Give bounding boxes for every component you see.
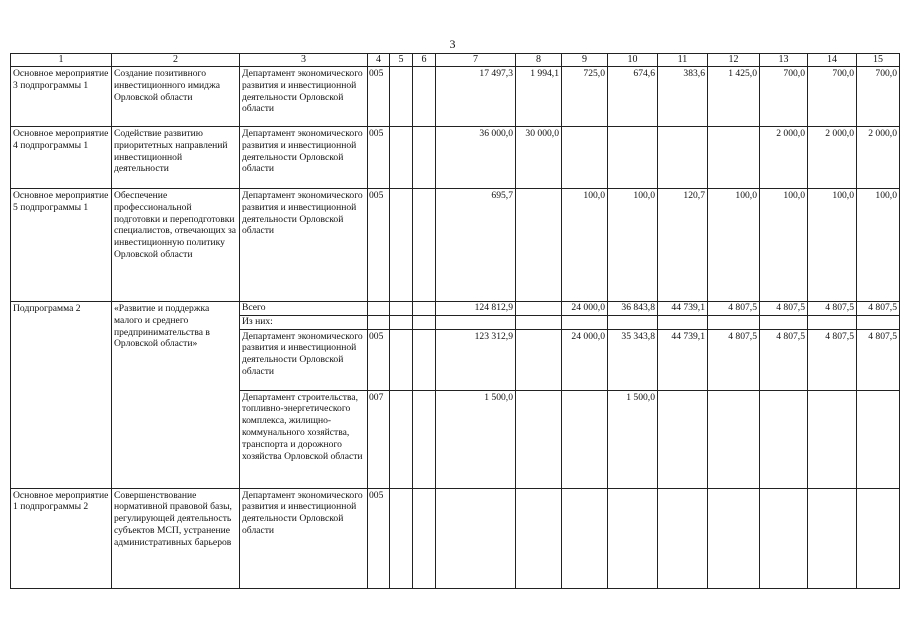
code-cell [390, 488, 413, 588]
amount-cell: 4 807,5 [708, 329, 760, 390]
amount-cell: 725,0 [562, 67, 608, 127]
header-cell: 9 [562, 54, 608, 67]
amount-cell: 17 497,3 [436, 67, 516, 127]
amount-cell [516, 329, 562, 390]
header-cell: 10 [608, 54, 658, 67]
amount-cell: 100,0 [562, 189, 608, 302]
amount-cell: 36 843,8 [608, 302, 658, 316]
amount-cell: 100,0 [808, 189, 857, 302]
executor: Департамент строительства, топливно-энергетического комплекса, жилищно-коммунального хозяйства, транспорта и дорожного хозяйства Орловской области [240, 390, 368, 488]
executor-subheading: Из них: [240, 315, 368, 329]
header-cell: 6 [413, 54, 436, 67]
amount-cell [658, 127, 708, 189]
amount-cell: 4 807,5 [760, 302, 808, 316]
executor: Департамент экономического развития и инвестиционной деятельности Орловской области [240, 67, 368, 127]
amount-cell: 674,6 [608, 67, 658, 127]
amount-cell: 1 425,0 [708, 67, 760, 127]
amount-cell: 4 807,5 [708, 302, 760, 316]
amount-cell [857, 488, 900, 588]
header-cell: 7 [436, 54, 516, 67]
amount-cell: 36 000,0 [436, 127, 516, 189]
code-cell [390, 189, 413, 302]
amount-cell [808, 488, 857, 588]
executor: Департамент экономического развития и инвестиционной деятельности Орловской области [240, 488, 368, 588]
amount-cell: 700,0 [808, 67, 857, 127]
code-cell [413, 329, 436, 390]
executor-total: Всего [240, 302, 368, 316]
measure-description: Обеспечение профессиональной подготовки и переподготовки специалистов, отвечающих за инвестиционную политику Орловской области [112, 189, 240, 302]
amount-cell [562, 488, 608, 588]
header-cell: 4 [368, 54, 390, 67]
code-cell [390, 302, 413, 316]
amount-cell: 44 739,1 [658, 302, 708, 316]
amount-cell: 100,0 [608, 189, 658, 302]
measure-name: Основное мероприятие 3 подпрограммы 1 [11, 67, 112, 127]
measure-name: Основное мероприятие 1 подпрограммы 2 [11, 488, 112, 588]
amount-cell: 1 994,1 [516, 67, 562, 127]
amount-cell [516, 302, 562, 316]
measure-description: Содействие развитию приоритетных направлений инвестиционной деятельности [112, 127, 240, 189]
amount-cell: 4 807,5 [760, 329, 808, 390]
executor: Департамент экономического развития и инвестиционной деятельности Орловской области [240, 329, 368, 390]
header-cell: 2 [112, 54, 240, 67]
code-cell [390, 329, 413, 390]
code-cell: 005 [368, 329, 390, 390]
amount-cell [658, 390, 708, 488]
executor: Департамент экономического развития и инвестиционной деятельности Орловской области [240, 189, 368, 302]
amount-cell: 30 000,0 [516, 127, 562, 189]
amount-cell [708, 390, 760, 488]
amount-cell [608, 488, 658, 588]
measure-description: Совершенствование нормативной правовой базы, регулирующей деятельность субъектов МСП, устранение административных барьеров [112, 488, 240, 588]
amount-cell: 4 807,5 [857, 329, 900, 390]
table-row [11, 488, 900, 588]
code-cell [413, 488, 436, 588]
amount-cell: 100,0 [760, 189, 808, 302]
amount-cell: 2 000,0 [857, 127, 900, 189]
amount-cell: 124 812,9 [436, 302, 516, 316]
header-cell: 5 [390, 54, 413, 67]
amount-cell: 700,0 [760, 67, 808, 127]
amount-cell: 695,7 [436, 189, 516, 302]
amount-cell: 4 807,5 [857, 302, 900, 316]
amount-cell [808, 390, 857, 488]
amount-cell [708, 488, 760, 588]
measure-description: Создание позитивного инвестиционного имиджа Орловской области [112, 67, 240, 127]
header-cell: 15 [857, 54, 900, 67]
amount-cell: 100,0 [708, 189, 760, 302]
header-cell: 3 [240, 54, 368, 67]
amount-cell [516, 390, 562, 488]
amount-cell: 100,0 [857, 189, 900, 302]
measure-name: Основное мероприятие 4 подпрограммы 1 [11, 127, 112, 189]
header-cell: 14 [808, 54, 857, 67]
amount-cell [760, 390, 808, 488]
code-cell [413, 189, 436, 302]
code-cell [413, 302, 436, 316]
amount-cell: 4 807,5 [808, 302, 857, 316]
table-row [11, 127, 900, 189]
code-cell [390, 127, 413, 189]
amount-cell: 1 500,0 [608, 390, 658, 488]
amount-cell: 35 343,8 [608, 329, 658, 390]
code-cell: 005 [368, 488, 390, 588]
amount-cell [562, 127, 608, 189]
code-cell [413, 390, 436, 488]
amount-cell: 24 000,0 [562, 302, 608, 316]
amount-cell [562, 390, 608, 488]
amount-cell: 1 500,0 [436, 390, 516, 488]
code-cell [368, 302, 390, 316]
header-cell: 11 [658, 54, 708, 67]
code-cell [390, 390, 413, 488]
code-cell: 005 [368, 127, 390, 189]
measure-description: «Развитие и поддержка малого и среднего предпринимательства в Орловской области» [112, 302, 240, 489]
amount-cell [516, 189, 562, 302]
amount-cell [436, 488, 516, 588]
amount-cell [608, 127, 658, 189]
amount-cell: 123 312,9 [436, 329, 516, 390]
amount-cell: 2 000,0 [808, 127, 857, 189]
amount-cell: 120,7 [658, 189, 708, 302]
executor: Департамент экономического развития и инвестиционной деятельности Орловской области [240, 127, 368, 189]
page-number: 3 [449, 37, 456, 51]
amount-cell [857, 390, 900, 488]
budget-table [10, 53, 900, 589]
table-row [11, 67, 900, 127]
table-row [11, 189, 900, 302]
measure-name: Подпрограмма 2 [11, 302, 112, 489]
header-row [11, 54, 900, 67]
header-cell: 1 [11, 54, 112, 67]
amount-cell: 24 000,0 [562, 329, 608, 390]
amount-cell [516, 488, 562, 588]
amount-cell: 4 807,5 [808, 329, 857, 390]
header-cell: 8 [516, 54, 562, 67]
code-cell: 007 [368, 390, 390, 488]
header-cell: 12 [708, 54, 760, 67]
code-cell [390, 67, 413, 127]
code-cell: 005 [368, 189, 390, 302]
code-cell [413, 67, 436, 127]
table-row [11, 302, 900, 316]
amount-cell: 383,6 [658, 67, 708, 127]
amount-cell [708, 127, 760, 189]
amount-cell [760, 488, 808, 588]
amount-cell: 44 739,1 [658, 329, 708, 390]
amount-cell [658, 488, 708, 588]
header-cell: 13 [760, 54, 808, 67]
code-cell: 005 [368, 67, 390, 127]
code-cell [413, 127, 436, 189]
amount-cell: 700,0 [857, 67, 900, 127]
amount-cell: 2 000,0 [760, 127, 808, 189]
measure-name: Основное мероприятие 5 подпрограммы 1 [11, 189, 112, 302]
